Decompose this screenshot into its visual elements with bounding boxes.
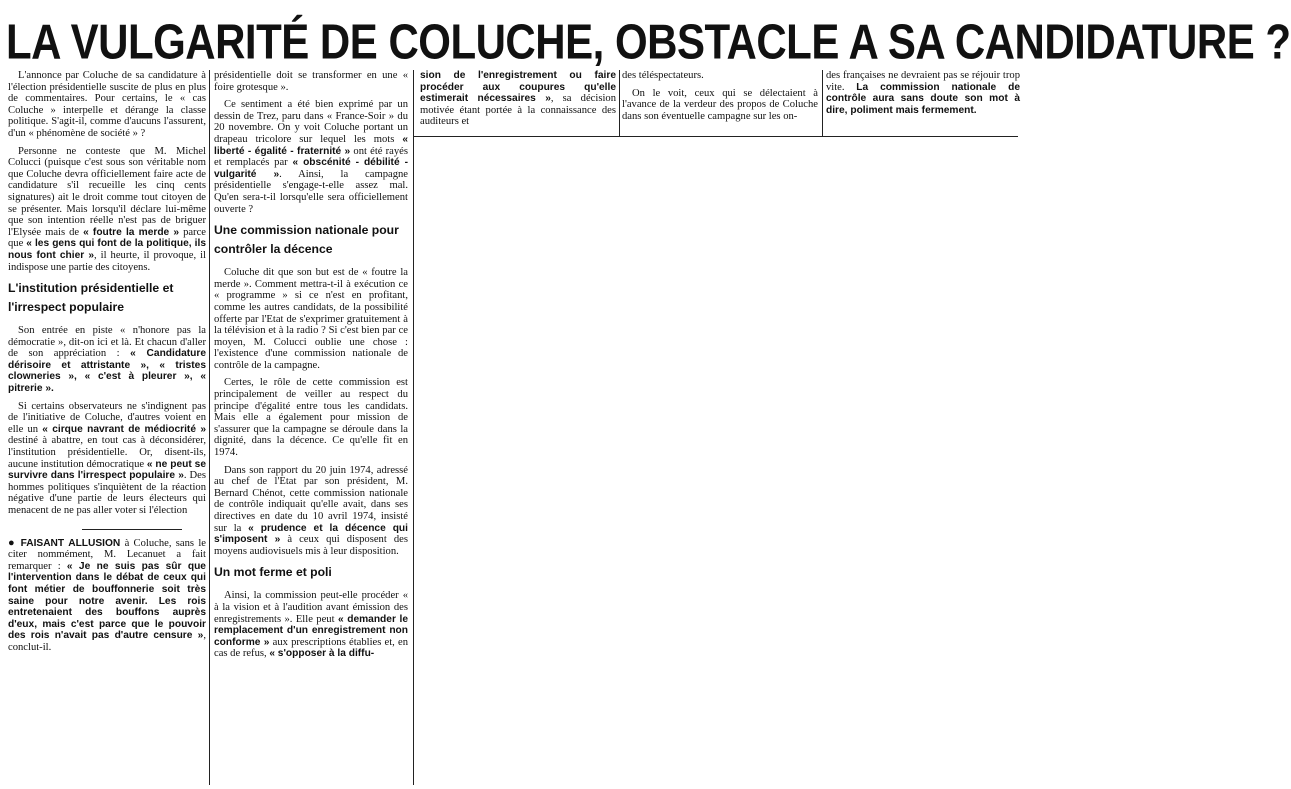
section-subhead: Une commission nationale pour contrôler la décence [214, 223, 399, 257]
column-divider [209, 70, 210, 785]
article-column-3 [420, 70, 616, 130]
paragraph: ● FAISANT ALLUSION à Coluche, sans le citer nommément, M. Lecanuet a fait remarquer : « Je ne suis pas sûr que l'intervention dans le débat de ceux qui font métier de bouffonnerie soit très saine pour notre avenir. Les rois entretenaient des bouffons auprès d'eux, mais c'est parce que le pouvoir des rois n'avait pas d'autre censure », conclut-il. [8, 536, 206, 653]
column-divider [822, 70, 823, 136]
section-separator [82, 529, 182, 530]
article-column-1 [8, 70, 206, 785]
paragraph: Coluche dit que son but est de « foutre la merde ». Comment mettra-t-il à exécution ce « programme » si ce n'est en profitant, comme les autres candidats, de la possibilité offerte par l'Etat de s'exprimer gratuitement à la télévision et à la radio ? Si c'est bien par ce moyen, M. Colucci oublie une chose : l'existence d'une commission nationale de contrôle de la campagne. [214, 267, 408, 371]
paragraph: Ce sentiment a été bien exprimé par un dessin de Trez, paru dans « France-Soir » du 20 novembre. On y voit Coluche portant un drapeau tricolore sur lequel les mots « liberté - égalité - fraternité » ont été rayés et remplacés par « obscénité - débilité - vulgarité ». Ainsi, la campagne présidentielle s'engage-t-elle assez mal. Qu'en sera-t-il lorsqu'elle sera officiellement ouverte ? [214, 99, 408, 215]
paragraph: présidentielle doit se transformer en une « foire grotesque ». [214, 70, 408, 93]
paragraph: On le voit, ceux qui se délectaient à l'avance de la verdeur des propos de Coluche dans son éventuelle campagne sur les on- [622, 87, 818, 122]
paragraph: des téléspectateurs. [622, 70, 704, 81]
article-column-4 [622, 70, 818, 130]
paragraph: Personne ne conteste que M. Michel Colucci (puisque c'est sous son véritable nom que Coluche devra officiellement faire acte de candidature s'il recueille les cinq cents signatures) ait le droit comme tout citoyen de se présenter. Mais lorsqu'il déclare lui-même que son intention réelle n'est pas de briguer l'Elysée mais de « foutre la merde » parce que « les gens qui font de la politique, ils nous font chier », il heurte, il provoque, il indispose une partie des citoyens. [8, 145, 206, 273]
paragraph: Certes, le rôle de cette commission est principalement de veiller au respect du principe d'égalité entre tous les candidats. Mais elle a également pour mission de s'assurer que la campagne se déroule dans la dignité, dans la décence. Ce qu'elle fit en 1974. [214, 377, 408, 459]
paragraph: L'annonce par Coluche de sa candidature à l'élection présidentielle suscite de plus en plus de commentaires. Pour certains, le « cas Coluche » interpelle et dérange la classe politique. S'agit-il, comme d'aucuns l'assurent, d'un « phénomène de société » ? [8, 70, 206, 139]
column-divider [413, 70, 414, 785]
bullet-icon: ● [8, 536, 17, 549]
section-subhead: L'institution présidentielle et l'irrespect populaire [8, 281, 174, 315]
column-divider [619, 70, 620, 136]
article-column-2 [214, 70, 408, 785]
section-rule [413, 136, 1018, 137]
paragraph: des françaises ne devraient pas se réjouir trop vite. La commission nationale de contrôle aura sans doute son mot à dire, poliment mais fermement. [826, 70, 1020, 116]
article-column-5 [826, 70, 1020, 130]
paragraph: Ainsi, la commission peut-elle procéder « à la vision et à l'audition avant émission des enregistrements ». Elle peut « demander le remplacement d'un enregistrement non conforme » aux prescriptions établies et, en cas de refus, « s'opposer à la diffu- [214, 590, 409, 660]
headline: LA VULGARITÉ DE COLUCHE, OBSTACLE A SA CANDIDATURE ? [6, 13, 1291, 70]
paragraph: Si certains observateurs ne s'indignent pas de l'initiative de Coluche, d'autres voient en elle un « cirque navrant de médiocrité » destiné à abattre, en tout cas à déconsidérer, l'institution présidentielle. Or, disent-ils, aucune institution démocratique « ne peut se survivre dans l'irrespect populaire ». Des hommes politiques s'inquiètent de la réaction négative d'une partie de leurs électeurs qui menacent de ne pas aller voter si l'élection [8, 400, 206, 516]
paragraph: Dans son rapport du 20 juin 1974, adressé au chef de l'Etat par son président, M. Bernard Chénot, cette commission nationale de contrôle indiquait qu'elle avait, dans ses directives en date du 10 avril 1974, insisté sur la « prudence et la décence qui s'imposent » à ceux qui disposent des moyens audiovisuels mis à leur disposition. [214, 464, 408, 557]
section-subhead: Un mot ferme et poli [214, 565, 332, 580]
paragraph: sion de l'enregistrement ou faire procéder aux coupures qu'elle estimerait nécessaires », sa décision motivée étant portée à la connaissance des auditeurs et [420, 70, 616, 128]
paragraph: Son entrée en piste « n'honore pas la démocratie », dit-on ici et là. Et chacun d'aller de son appréciation : « Candidature dérisoire et attristante », « tristes clowneries », « c'est à pleurer », « pitrerie ». [8, 325, 206, 395]
